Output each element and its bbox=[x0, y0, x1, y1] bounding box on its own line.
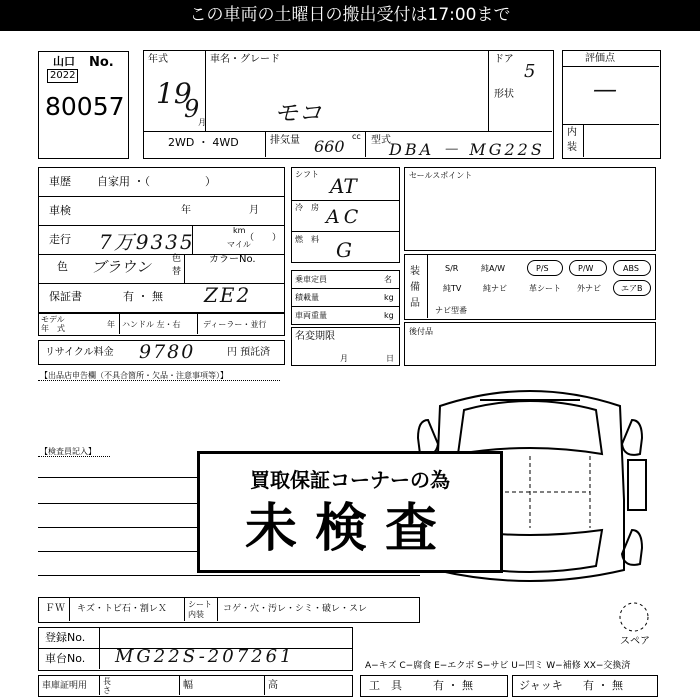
rename-day: 日 bbox=[386, 354, 394, 363]
year-label: 年式 bbox=[148, 54, 168, 65]
jack-options: 有 ・ 無 bbox=[583, 679, 623, 692]
model-year-label-1: モデル bbox=[41, 315, 65, 324]
fw-codes: キズ・トビ石・割レＸ bbox=[77, 604, 167, 614]
length-label-1: 長 bbox=[103, 677, 111, 686]
drive-type: 2WD ・ 4WD bbox=[168, 136, 239, 149]
shift-label: シフト bbox=[295, 170, 319, 179]
sales-point-label: セールスポイント bbox=[409, 171, 473, 180]
no-label: No. bbox=[89, 55, 114, 70]
equipment-label-3: 品 bbox=[410, 298, 420, 309]
height-label: 高 bbox=[268, 680, 278, 691]
garage-cert-row bbox=[38, 675, 353, 697]
venue-label: 山口 bbox=[53, 55, 75, 68]
tools-options: 有 ・ 無 bbox=[433, 679, 473, 692]
color-change-1: 色 bbox=[172, 254, 182, 264]
month-unit: 月 bbox=[198, 118, 206, 127]
model-year-unit: 年 bbox=[107, 320, 115, 329]
spare-label: スペア bbox=[620, 636, 650, 647]
equip-leather-seat: 革シート bbox=[529, 284, 561, 293]
jack-label: ジャッキ bbox=[519, 679, 563, 692]
color-no-label: カラーNo. bbox=[209, 254, 256, 265]
registration-label: 登録No. bbox=[45, 631, 86, 644]
model-year-label-2: 年 式 bbox=[41, 324, 65, 333]
car-name-value: モコ bbox=[274, 99, 322, 127]
equip-tv: 純TV bbox=[443, 284, 462, 293]
equip-alloy-wheel: 純A/W bbox=[481, 264, 506, 273]
capacity-unit: 名 bbox=[384, 275, 392, 284]
interior-label-2: 装 bbox=[567, 142, 577, 153]
equip-navi: 純ナビ bbox=[483, 284, 507, 293]
length-label-2: さ bbox=[103, 686, 111, 695]
recycle-unit: 円 預託済 bbox=[227, 347, 271, 358]
equipment-label-1: 装 bbox=[410, 266, 420, 277]
door-value: 5 bbox=[524, 61, 536, 82]
rename-label: 名変期限 bbox=[295, 331, 335, 342]
aftermarket-box bbox=[404, 322, 656, 366]
mile-unit: マイル bbox=[227, 240, 251, 249]
score-value: — bbox=[593, 75, 617, 103]
saturday-notice: この車両の土曜日の搬出受付は17:00まで bbox=[0, 0, 700, 31]
navi-model-label: ナビ型番 bbox=[435, 306, 467, 315]
displacement-value: 660 bbox=[314, 137, 345, 156]
equip-pw: P/W bbox=[578, 264, 594, 273]
history-label: 車歴 bbox=[49, 175, 71, 188]
recycle-row bbox=[38, 340, 285, 365]
model-code-label: 型式 bbox=[371, 135, 391, 146]
spare-tire-icon bbox=[618, 601, 650, 633]
cc-unit: cc bbox=[352, 132, 361, 141]
mileage-label: 走行 bbox=[49, 233, 71, 246]
stamp-main: 未検査 bbox=[244, 499, 455, 559]
color-label: 色 bbox=[57, 260, 68, 273]
width-label: 幅 bbox=[183, 680, 193, 691]
registration-box bbox=[38, 627, 353, 671]
equip-airbag: エアB bbox=[621, 284, 643, 293]
mileage-paren: （ ） bbox=[245, 233, 282, 243]
garage-cert-label: 車庫証明用 bbox=[42, 681, 88, 691]
equip-abs: ABS bbox=[623, 264, 639, 273]
equip-sr: S/R bbox=[445, 264, 459, 273]
model-code-value: DBA － MG22S bbox=[389, 140, 545, 159]
equip-ps: P/S bbox=[536, 264, 549, 273]
lot-number: 80057 bbox=[45, 92, 125, 121]
km-unit: km bbox=[233, 226, 246, 235]
model-year-row bbox=[38, 313, 285, 336]
rename-box bbox=[291, 327, 400, 366]
history-value: 自家用 ・（ ） bbox=[97, 175, 216, 188]
fuel-value: G bbox=[336, 238, 352, 262]
dealer-options: ディーラー・並行 bbox=[203, 320, 267, 329]
inspection-label: 車検 bbox=[49, 204, 71, 217]
displacement-label: 排気量 bbox=[270, 135, 300, 146]
jack-box bbox=[512, 675, 658, 697]
body-shape-label: 形状 bbox=[494, 89, 514, 100]
sales-point-box bbox=[404, 167, 656, 251]
stamp-reason: 買取保証コーナーの為 bbox=[250, 468, 450, 492]
year-badge: 2022 bbox=[47, 69, 78, 83]
name-grade-label: 車名・グレード bbox=[210, 54, 280, 65]
fuel-label: 燃 料 bbox=[295, 235, 319, 244]
equipment-label-2: 備 bbox=[410, 282, 420, 293]
warranty-label: 保証書 bbox=[49, 290, 82, 303]
score-label: 評価点 bbox=[585, 53, 615, 64]
recycle-value: 9780 bbox=[139, 341, 196, 363]
weight-unit: kg bbox=[384, 311, 394, 320]
spec-box bbox=[291, 167, 400, 263]
damage-legend: A−キズ C−腐食 E−エクボ S−サビ U−凹ミ W−補修 XX−交換済 bbox=[365, 661, 631, 671]
damage-codes-row bbox=[38, 597, 420, 623]
handle-options: ハンドル 左・右 bbox=[122, 320, 181, 329]
load-unit: kg bbox=[384, 293, 394, 302]
lot-box bbox=[38, 51, 129, 159]
ac-label: 冷 房 bbox=[295, 203, 319, 212]
score-box bbox=[562, 50, 661, 159]
year-value: 19 bbox=[156, 77, 192, 110]
equipment-box bbox=[404, 254, 656, 320]
door-label: ドア bbox=[494, 54, 514, 65]
warranty-options: 有 ・ 無 bbox=[123, 290, 163, 303]
capacity-label: 乗車定員 bbox=[295, 275, 327, 284]
ac-value: AC bbox=[326, 206, 363, 228]
seat-label-2: 内装 bbox=[188, 610, 204, 619]
month-value: 9 bbox=[184, 95, 200, 123]
inspection-month-unit: 月 bbox=[249, 205, 259, 216]
aftermarket-label: 後付品 bbox=[409, 327, 433, 336]
color-change-2: 替 bbox=[172, 267, 182, 277]
seat-label-1: シート bbox=[188, 600, 212, 609]
tools-box bbox=[360, 675, 508, 697]
inspection-year-unit: 年 bbox=[181, 205, 191, 216]
color-no-value: ZE2 bbox=[204, 283, 252, 307]
tools-label: 工 具 bbox=[369, 679, 402, 692]
color-value: ブラウン bbox=[91, 258, 152, 276]
rename-month: 月 bbox=[340, 354, 348, 363]
chassis-label: 車台No. bbox=[45, 652, 86, 665]
vehicle-info-box bbox=[143, 50, 554, 159]
shift-value: AT bbox=[330, 174, 357, 198]
seller-notes-label: 【出品店申告欄（不具合箇所・欠品・注意事項等）】 bbox=[40, 371, 228, 380]
inspector-notes-label: 【検査員記入】 bbox=[40, 447, 96, 456]
equip-ext-navi: 外ナビ bbox=[577, 284, 601, 293]
capacity-box bbox=[291, 270, 400, 325]
seat-codes: コゲ・穴・汚レ・シミ・破レ・スレ bbox=[223, 604, 368, 614]
recycle-label: リサイクル料金 bbox=[45, 347, 114, 358]
interior-label-1: 内 bbox=[567, 127, 577, 138]
weight-label: 車両重量 bbox=[295, 311, 327, 320]
mileage-value: 7万9335 bbox=[99, 230, 195, 254]
fw-label: ＦＷ bbox=[45, 603, 65, 614]
load-label: 積載量 bbox=[295, 293, 319, 302]
chassis-value: MG22S-207261 bbox=[115, 646, 295, 667]
vehicle-details-box bbox=[38, 167, 285, 313]
not-inspected-stamp bbox=[197, 451, 503, 573]
